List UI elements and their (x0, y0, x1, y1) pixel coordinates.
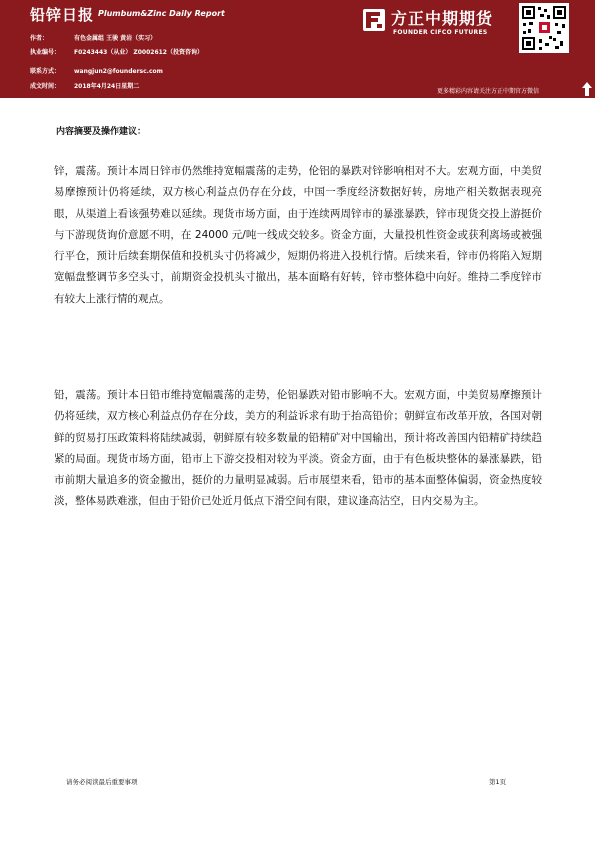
follow-wechat-text: 更多精彩内容请关注方正中期官方微信 (437, 88, 540, 95)
author-value: 有色金属组 王骏 黄岩（实习） (74, 35, 157, 42)
license-label: 执业编号： (30, 49, 61, 56)
arrow-up-icon (582, 81, 592, 95)
report-title-english: Plumbum&Zinc Daily Report (98, 9, 225, 18)
wechat-qr-code (519, 3, 569, 53)
date-value: 2018年4月24日星期二 (74, 83, 140, 90)
date-line (30, 81, 139, 90)
brand-name-english: FOUNDER CIFCO FUTURES (393, 29, 488, 36)
summary-heading: 内容摘要及操作建议： (56, 127, 147, 137)
license-value: F0243443（从业） Z0002612（投资咨询） (74, 49, 203, 56)
report-header (0, 0, 595, 98)
brand-name: 方正中期期货 (391, 9, 494, 28)
zinc-analysis-paragraph: 锌，震荡。预计本周日锌市仍然维持宽幅震荡的走势，伦铝的暴跌对锌影响相对不大。宏观方面，中美贸易摩擦预计仍将延续，双方核心利益点仍存在分歧，中国一季度经济数据好转，房地产相关数据表现亮眼，从渠道上看该强势难以延续。现货市场方面，由于连续两周锌市的暴涨暴跌，锌市现货交投上游挺价与下游现货询价意愿不明，在 24000 元/吨一线成交较多。资金方面，大量投机性资金或获利离场或被强行平仓，预计后续套期保值和投机头寸仍将减少，短期仍将进入投机行情。后续来看，锌市仍将陷入短期宽幅盘整调节多空头寸，前期资金投机头寸撤出，基本面略有好转，锌市整体稳中向好。维持二季度锌市有较大上涨行情的观点。 (54, 165, 542, 305)
page-number: 第1页 (489, 778, 507, 786)
date-label: 成文时间： (30, 83, 61, 90)
author-label: 作者： (30, 35, 49, 42)
brand-logo-icon (363, 9, 385, 31)
license-line (30, 47, 203, 56)
author-line (30, 33, 156, 42)
disclaimer-note: 请务必阅读最后重要事项 (66, 778, 138, 786)
report-title: 铅锌日报 (30, 6, 95, 24)
lead-analysis-paragraph: 铅，震荡。预计本日铅市维持宽幅震荡的走势，伦铝暴跌对铅市影响不大。宏观方面，中美贸易摩擦预计仍将延续，双方核心利益点仍存在分歧，美方的利益诉求有助于抬高铅价；朝鲜宣布改革开放，各国对朝鲜的贸易打压政策料将陆续减弱，朝鲜原有较多数量的铅精矿对中国输出，预计将改善国内铅精矿持续趋紧的局面。现货市场方面，铅市上下游交投相对较为平淡。资金方面，由于有色板块整体的暴涨暴跌，铅市前期大量追多的资金撤出，挺价的力量明显减弱。后市展望来看，铅市的基本面整体偏弱，资金热度较淡，整体易跌难涨，但由于铅价已处近月低点下滑空间有限，建议逢高沽空，日内交易为主。 (54, 389, 542, 508)
contact-line (30, 66, 163, 75)
contact-email[interactable]: wangjun2@foundersc.com (74, 68, 163, 75)
contact-label: 联系方式： (30, 68, 61, 75)
